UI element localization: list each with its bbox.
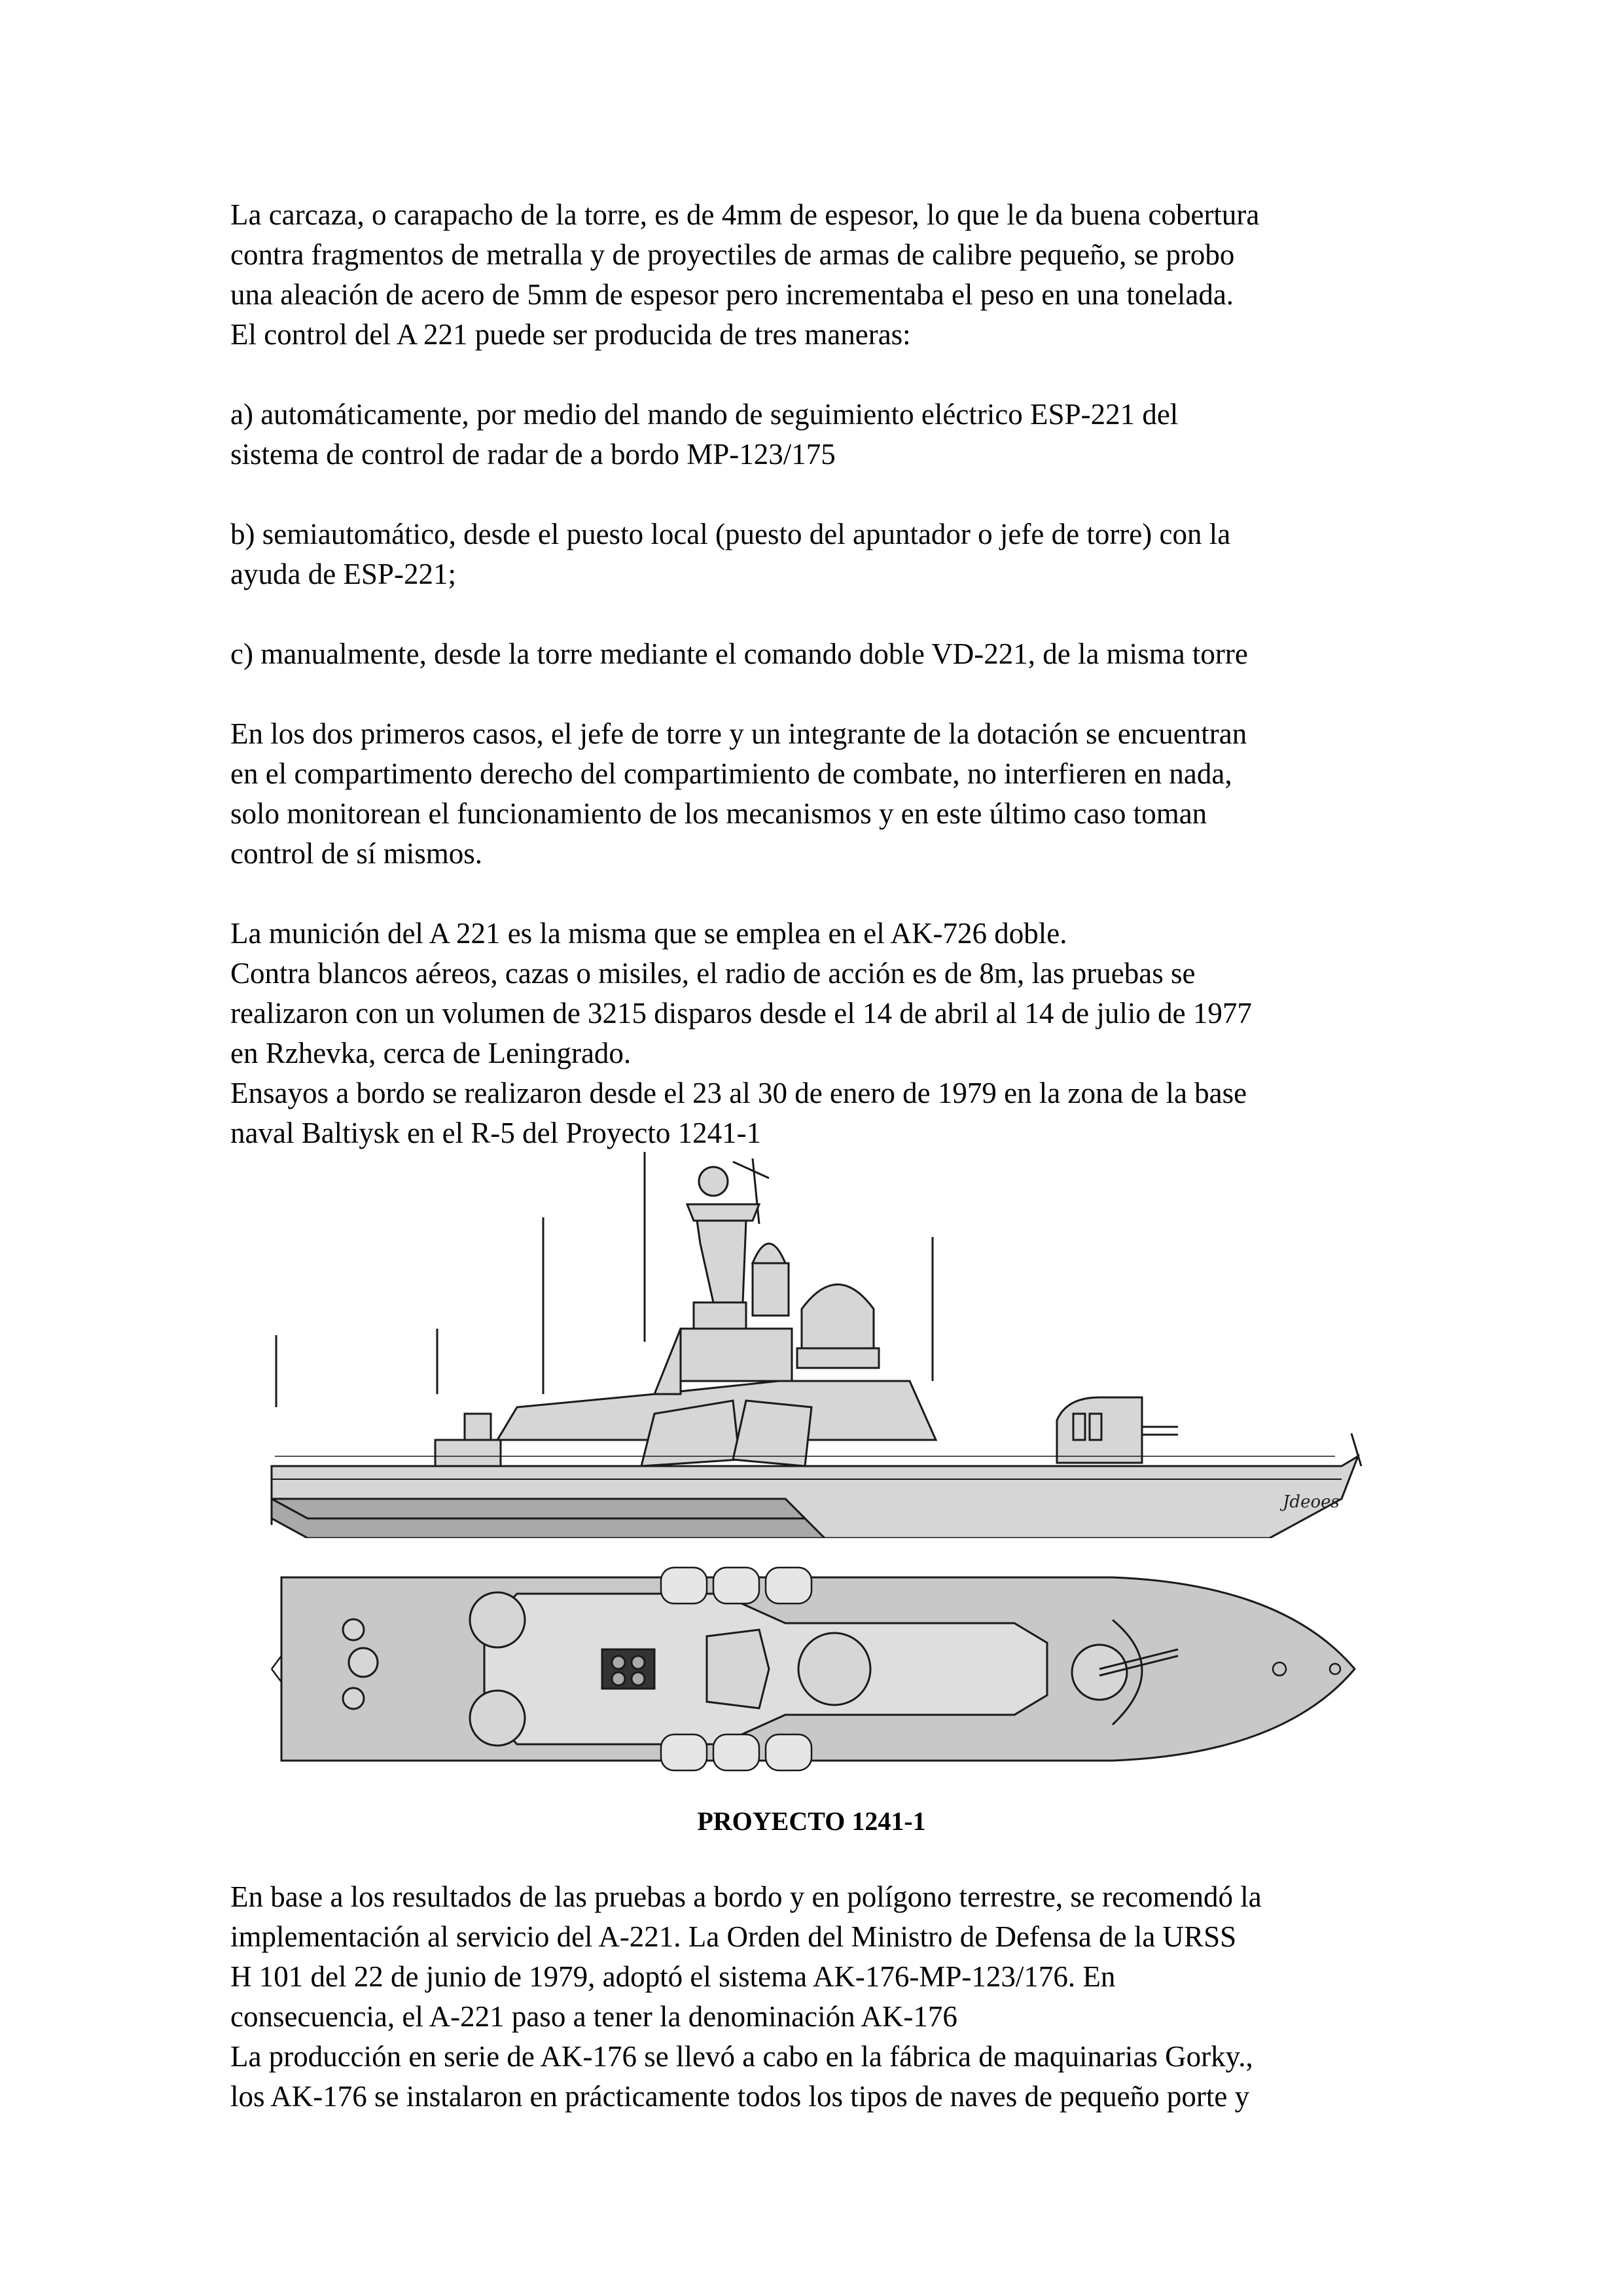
text-line: a) automáticamente, por medio del mando de seguimiento eléctrico ESP-221 del <box>230 398 1179 431</box>
blank-line <box>230 674 1402 714</box>
text-line: sistema de control de radar de a bordo MP-123/175 <box>230 438 836 471</box>
text-line: El control del A 221 puede ser producida de tres maneras: <box>230 318 911 351</box>
text-line: La producción en serie de AK-176 se llevó a cabo en la fábrica de maquinarias Gorky., <box>230 2040 1253 2073</box>
blank-line <box>230 594 1402 634</box>
text-line: consecuencia, el A-221 paso a tener la denominación AK-176 <box>230 2000 957 2033</box>
text-line: implementación al servicio del A-221. La Orden del Ministro de Defensa de la URSS <box>230 1920 1237 1953</box>
gun-turret-icon <box>1057 1397 1142 1463</box>
radar-dome-icon <box>798 1633 870 1705</box>
artist-signature: Jdeoes <box>1283 1492 1340 1512</box>
text-line: solo monitorean el funcionamiento de los mecanismos y en este último caso toman <box>230 797 1207 830</box>
text-line: contra fragmentos de metralla y de proyectiles de armas de calibre pequeño, se probo <box>230 238 1235 271</box>
ak176-turret-icon <box>1072 1645 1127 1700</box>
text-line: naval Baltiysk en el R-5 del Proyecto 1241-1 <box>230 1117 762 1149</box>
blank-line <box>230 355 1402 395</box>
bottom-text <box>230 1877 1402 2117</box>
text-line: b) semiautomático, desde el puesto local (puesto del apuntador o jefe de torre) con la <box>230 518 1231 550</box>
text-line: en el compartimento derecho del compartimiento de combate, no interfieren en nada, <box>230 757 1232 790</box>
text-line: en Rzhevka, cerca de Leningrado. <box>230 1037 632 1069</box>
top-text <box>230 195 1402 1153</box>
text-line: H 101 del 22 de junio de 1979, adoptó el sistema AK-176-MP-123/176. En <box>230 1960 1116 1993</box>
figure-caption: PROYECTO 1241-1 <box>697 1806 926 1836</box>
text-line: La munición del A 221 es la misma que se emplea en el AK-726 doble. <box>230 917 1067 950</box>
blank-line <box>230 874 1402 914</box>
ship-side-profile <box>0 1132 1623 1538</box>
ship-top-plan <box>0 1558 1623 1806</box>
text-line: c) manualmente, desde la torre mediante el comando doble VD-221, de la misma torre <box>230 637 1248 670</box>
text-line: control de sí mismos. <box>230 837 482 870</box>
radome-icon <box>802 1285 874 1349</box>
text-line: La carcaza, o carapacho de la torre, es de 4mm de espesor, lo que le da buena cobertura <box>230 198 1260 231</box>
blank-line <box>230 475 1402 514</box>
text-line: realizaron con un volumen de 3215 disparos desde el 14 de abril al 14 de julio de 1977 <box>230 997 1252 1030</box>
text-line: En base a los resultados de las pruebas a bordo y en polígono terrestre, se recomendó la <box>230 1880 1262 1913</box>
gun-mount-icon <box>470 1592 525 1647</box>
radar-dome-small-icon <box>699 1167 728 1196</box>
text-line: una aleación de acero de 5mm de espesor pero incrementaba el peso en una tonelada. <box>230 278 1234 311</box>
launcher-icon <box>661 1568 707 1604</box>
text-line: los AK-176 se instalaron en prácticamente todos los tipos de naves de pequeño porte y <box>230 2080 1250 2113</box>
text-line: Ensayos a bordo se realizaron desde el 23 al 30 de enero de 1979 en la zona de la base <box>230 1077 1247 1109</box>
text-line: ayuda de ESP-221; <box>230 558 456 590</box>
text-line: Contra blancos aéreos, cazas o misiles, el radio de acción es de 8m, las pruebas se <box>230 957 1196 990</box>
text-line: En los dos primeros casos, el jefe de torre y un integrante de la dotación se encuentran <box>230 717 1247 750</box>
